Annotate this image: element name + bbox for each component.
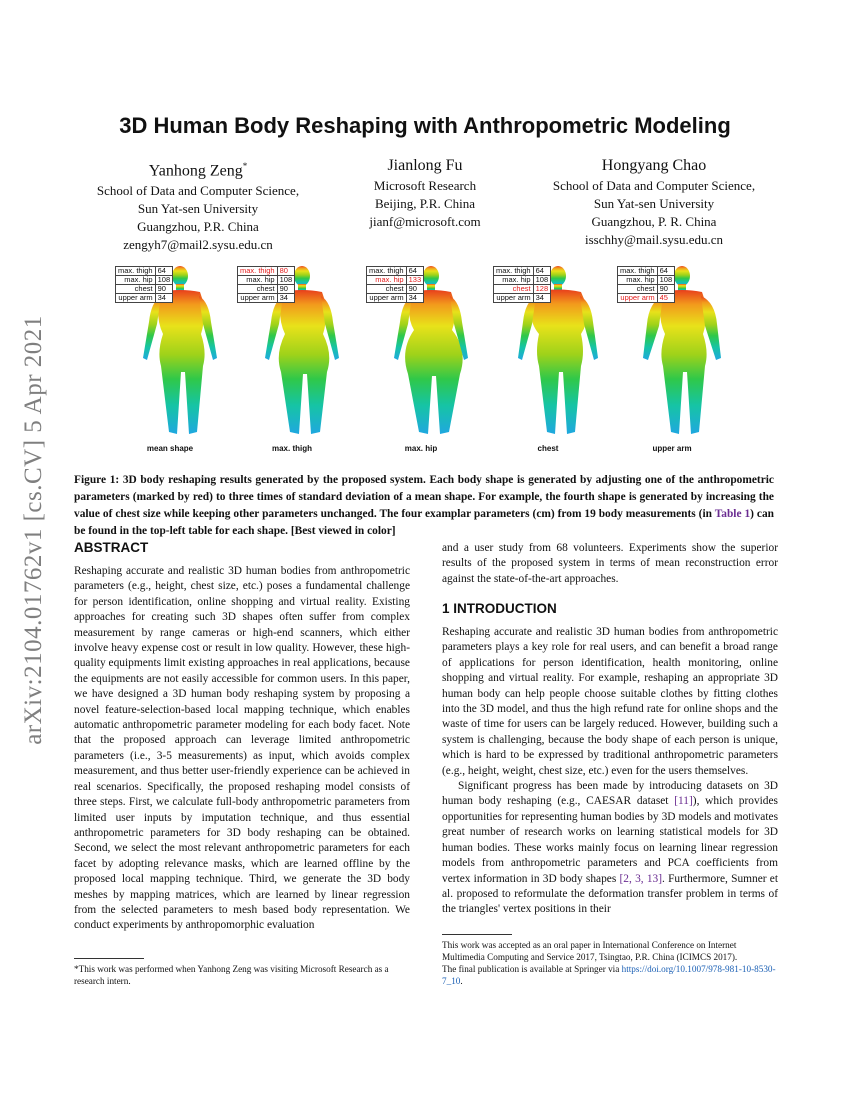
body-chest [483, 262, 613, 457]
param-value: 90 [406, 285, 424, 294]
param-name: upper arm [116, 294, 156, 303]
footnote-rule [442, 934, 512, 935]
param-name: chest [116, 285, 156, 294]
param-name: max. hip [367, 276, 407, 285]
parameter-table [237, 266, 295, 303]
param-name: max. hip [618, 276, 658, 285]
citation-link[interactable]: [11] [674, 795, 693, 808]
footnote-rule [74, 958, 144, 959]
note-text: The final publication is available at Springer via [442, 964, 622, 974]
parameter-table [366, 266, 424, 303]
param-name: upper arm [238, 294, 278, 303]
table-row [116, 294, 173, 303]
figure-1 [100, 262, 750, 457]
param-name: max. hip [238, 276, 278, 285]
author-org: Sun Yat-sen University [137, 201, 259, 217]
body-label: mean shape [146, 444, 194, 453]
param-value: 64 [657, 267, 675, 276]
param-name: upper arm [494, 294, 534, 303]
param-value: 80 [277, 267, 295, 276]
param-value: 108 [155, 276, 173, 285]
body-max-thigh [227, 262, 357, 457]
intro-paragraph-2 [442, 779, 778, 918]
param-name: max. hip [494, 276, 534, 285]
author-name: Jianlong Fu [387, 157, 463, 174]
param-name: max. thigh [618, 267, 658, 276]
paragraph-text: Significant progress has been made by introducing datasets on 3D human body reshaping (e.g., CAESAR dataset [442, 780, 778, 808]
parameter-table [115, 266, 173, 303]
abstract-text: Reshaping accurate and realistic 3D human bodies from anthropometric parameters (e.g., height, chest size, etc.) poses a fundamental challenge for person identification, online shopping and virtual reality. Existing approaches for creating such 3D shapes often suffer from complex measurement by range cameras or high-end scanners, which either involve heavy expense cost or result in low quality. However, these high-quality equipments limit existing approaches in real applications, because the equipments are not easily accessible for common users. In this paper, we have designed a 3D human body reshaping system by proposing a novel feature-selection-based local mapping technique, which enables automatic anthropometric parameter modeling for each body facet. Note that the proposed approach can leverage limited anthropometric parameters (i.e., 3-5 measurements) as input, which avoids complex measurement, and thus better user-friendly experience can be achieved in real scenarios. Specifically, the proposed reshaping model consists of three steps. First, we calculate full-body anthropometric parameters from limited user inputs by imputation technique, and thus essential anthropometric parameters for 3D body reshaping can be obtained. Second, we select the most relevant anthropometric parameters for each facet by adopting relevance masks, which are learned offline by the proposed local mapping technique. Third, we generate the 3D body meshes by mapping matrices, which are learned by linear regression from the selected parameters to mesh based body representation. We conduct experiments by anthropomorphic evaluation [74, 565, 410, 932]
param-value: 34 [406, 294, 424, 303]
body-mean-shape [105, 262, 235, 457]
param-value: 133 [406, 276, 424, 285]
param-name: max. thigh [367, 267, 407, 276]
doi-link[interactable]: https://doi.org/10.1007/978-981-10-8530-7_10 [442, 964, 776, 986]
param-value: 64 [406, 267, 424, 276]
author-affiliation: School of Data and Computer Science, [96, 183, 300, 199]
param-value: 34 [533, 294, 551, 303]
right-column [442, 541, 778, 587]
param-name: chest [494, 285, 534, 294]
param-value: 108 [657, 276, 675, 285]
param-value: 45 [657, 294, 675, 303]
figure-caption [74, 472, 774, 540]
param-name: upper arm [618, 294, 658, 303]
left-column [74, 564, 410, 934]
param-name: max. hip [116, 276, 156, 285]
author-name: Hongyang Chao [601, 157, 707, 174]
body-max-hip [356, 262, 486, 457]
publication-note [442, 963, 778, 987]
arxiv-side-stamp [14, 300, 54, 760]
body-label: upper arm [652, 444, 692, 453]
param-name: max. thigh [238, 267, 278, 276]
param-name: chest [367, 285, 407, 294]
param-name: upper arm [367, 294, 407, 303]
intro-paragraph-1: Reshaping accurate and realistic 3D human bodies from anthropometric parameters plays a key role for real users, and can benefit a broad range of applications for person identification, health monitoring, online shopping and virtual reality. For example, reshaping an appropriate 3D human body can help people choose suitable clothes by fitting clothes into the 3D model, and thus the high refund rate for online shops and the waste of time for users can be largely reduced. However, building such a system is challenging, because the body shape of each person is unique, which is hard to be expressed by traditional anthropometric parameters (e.g., height, weight, chest size, etc.) even for the users themselves. [442, 626, 778, 777]
author-block-1 [68, 155, 328, 254]
footnote-right [442, 939, 778, 987]
body-label: max. hip [404, 444, 438, 453]
caption-text: ) can be found in the top-left table for each shape. [Best viewed in color] [74, 508, 774, 537]
param-value: 34 [155, 294, 173, 303]
param-value: 64 [155, 267, 173, 276]
author-email: jianf@microsoft.com [369, 214, 481, 229]
author-location: Guangzhou, P. R. China [591, 214, 717, 229]
abstract-heading: ABSTRACT [74, 540, 149, 555]
parameter-table [617, 266, 675, 303]
author-location: Guangzhou, P.R. China [137, 219, 259, 235]
note-text: . [460, 976, 463, 986]
author-footnote-mark: * [242, 161, 248, 171]
param-value: 108 [533, 276, 551, 285]
author-org: Sun Yat-sen University [593, 196, 715, 211]
author-org: Beijing, P.R. China [374, 196, 476, 211]
body-label: max. thigh [271, 444, 312, 453]
author-email: isschhy@mail.sysu.edu.cn [585, 232, 723, 247]
abstract-continued: and a user study from 68 volunteers. Experiments show the superior results of the proposed system in terms of mean reconstruction error against the state-of-the-art approaches. [442, 542, 778, 585]
table-row [367, 294, 424, 303]
paragraph-text: . Furthermore, Sumner et al. proposed to reformulate the deformation transfer problem in terms of the triangles' vertex positions in their [442, 872, 778, 916]
table-row [238, 294, 295, 303]
param-value: 64 [533, 267, 551, 276]
paper-title: 3D Human Body Reshaping with Anthropometric Modeling [119, 113, 731, 138]
table-reference-link[interactable]: Table 1 [714, 508, 751, 520]
param-value: 90 [277, 285, 295, 294]
footnote-left: *This work was performed when Yanhong Zeng was visiting Microsoft Research as a research intern. [74, 964, 389, 986]
body-label: chest [537, 444, 559, 453]
author-block-3 [524, 155, 784, 249]
param-name: max. thigh [116, 267, 156, 276]
author-email: zengyh7@mail2.sysu.edu.cn [123, 237, 273, 253]
param-value: 128 [533, 285, 551, 294]
paragraph-text: ), which provides opportunities for representing human bodies by 3D models and motivates great number of research works on learning statistical models for 3D human bodies. These works mainly focus on learning linear regression models from anthropometric parameters and PCA coefficients from vertex information in 3D body shapes [442, 795, 778, 885]
param-name: max. thigh [494, 267, 534, 276]
citation-link[interactable]: [2, 3, 13] [619, 872, 663, 885]
author-name: Yanhong Zeng [148, 162, 243, 180]
introduction-heading: 1 INTRODUCTION [442, 601, 557, 616]
param-name: chest [238, 285, 278, 294]
param-value: 108 [277, 276, 295, 285]
param-name: chest [618, 285, 658, 294]
table-row [618, 294, 675, 303]
param-value: 90 [155, 285, 173, 294]
acceptance-note: This work was accepted as an oral paper in International Conference on Internet Multimedia Computing and Service 2017, Tsingtao, P.R. China (ICIMCS 2017). [442, 940, 738, 962]
caption-text: Figure 1: 3D body reshaping results generated by the proposed system. Each body shape is generated by adjusting one of the anthropometric parameters (marked by red) to three times of standard deviation of a mean shape. For example, the fourth shape is generated by increasing the value of chest size while keeping other parameters unchanged. The four examplar parameters (cm) from 19 body measurements (in [74, 474, 774, 520]
arxiv-id-text: arXiv:2104.01762v1 [cs.CV] 5 Apr 2021 [20, 315, 47, 745]
author-block-2 [295, 155, 555, 231]
parameter-table [493, 266, 551, 303]
introduction-body [442, 625, 778, 918]
table-row [494, 294, 551, 303]
body-upper-arm [607, 262, 737, 457]
author-affiliation: School of Data and Computer Science, [552, 178, 756, 193]
author-affiliation: Microsoft Research [373, 178, 477, 193]
param-value: 34 [277, 294, 295, 303]
param-value: 90 [657, 285, 675, 294]
